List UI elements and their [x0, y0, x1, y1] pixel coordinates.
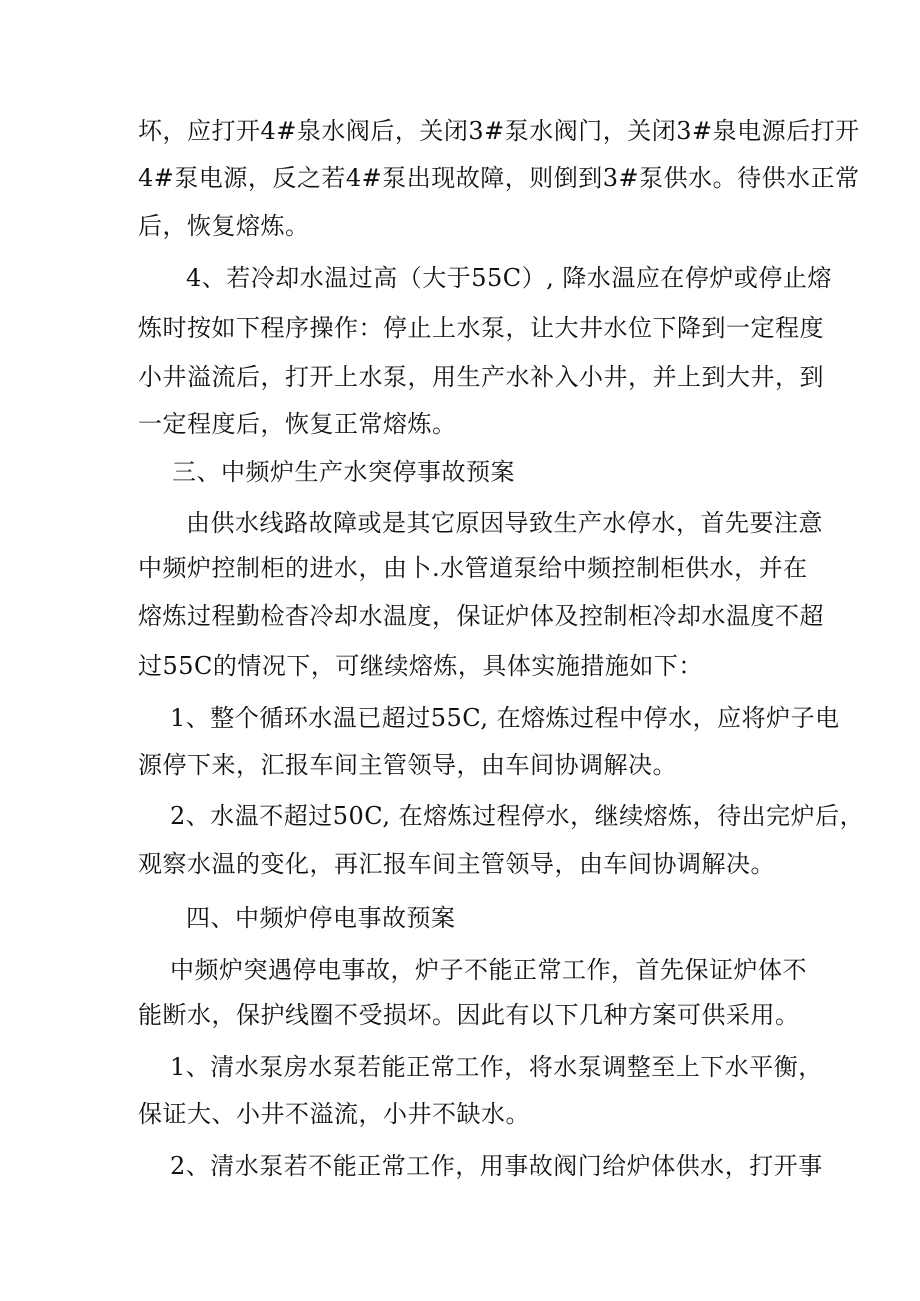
paragraph-line: 2、清水泵若不能正常工作，用事故阀门给炉体供水，打开事 [170, 1152, 823, 1180]
paragraph-line: 后，恢复熔炼。 [138, 212, 310, 240]
paragraph-line: 熔炼过程勤检杳冷却水温度，保证炉体及控制柜冷却水温度不超 [138, 602, 824, 630]
section-heading: 三、中频炉生产水突停事故预案 [172, 458, 515, 486]
paragraph-line: 观察水温的变化，再汇报车间主管领导，由车间协调解决。 [138, 850, 775, 878]
paragraph-line: 过55C的情况下，可继续熔炼，具体实施措施如下： [138, 652, 703, 680]
paragraph-line: 1、清水泵房水泵若能正常工作，将水泵调整至上下水平衡， [170, 1053, 823, 1081]
paragraph-line: 2、水温不超过50C, 在熔炼过程停水，继续熔炼，待出完炉后， [170, 802, 865, 830]
paragraph-line: 坏，应打开4#泉水阀后，关闭3#泵水阀门，关闭3#泉电源后打开 [138, 117, 860, 145]
section-heading: 四、中频炉停电事故预案 [186, 904, 456, 932]
paragraph-line: 小井溢流后，打开上水泵，用生产水补入小井，并上到大井，到 [138, 363, 824, 391]
paragraph-line: 4、若冷却水温过高（大于55C）, 降水温应在停炉或停止熔 [186, 264, 832, 292]
paragraph-line: 中频炉控制柜的进水，由卜.水管道泵给中频控制柜供水，并在 [138, 554, 808, 582]
paragraph-line: 一定程度后，恢复正常熔炼。 [138, 410, 457, 438]
paragraph-line: 1、整个循环水温已超过55C, 在熔炼过程中停水，应将炉子电 [170, 704, 840, 732]
paragraph-line: 能断水，保护线圈不受损坏。因此有以下几种方案可供采用。 [138, 1001, 800, 1029]
paragraph-line: 4#泵电源，反之若4#泵出现故障，则倒到3#泵供水。待供水正常 [138, 164, 860, 192]
paragraph-line: 由供水线路故障或是其它原因导致生产水停水，首先要注意 [186, 509, 823, 537]
paragraph-line: 中频炉突遇停电事故，炉子不能正常工作，首先保证炉体不 [170, 956, 807, 984]
paragraph-line: 保证大、小井不溢流，小井不缺水。 [138, 1100, 530, 1128]
paragraph-line: 炼时按如下程序操作：停止上水泵，让大井水位下降到一定程度 [138, 314, 824, 342]
paragraph-line: 源停下来，汇报车间主管领导，由车间协调解决。 [138, 751, 677, 779]
